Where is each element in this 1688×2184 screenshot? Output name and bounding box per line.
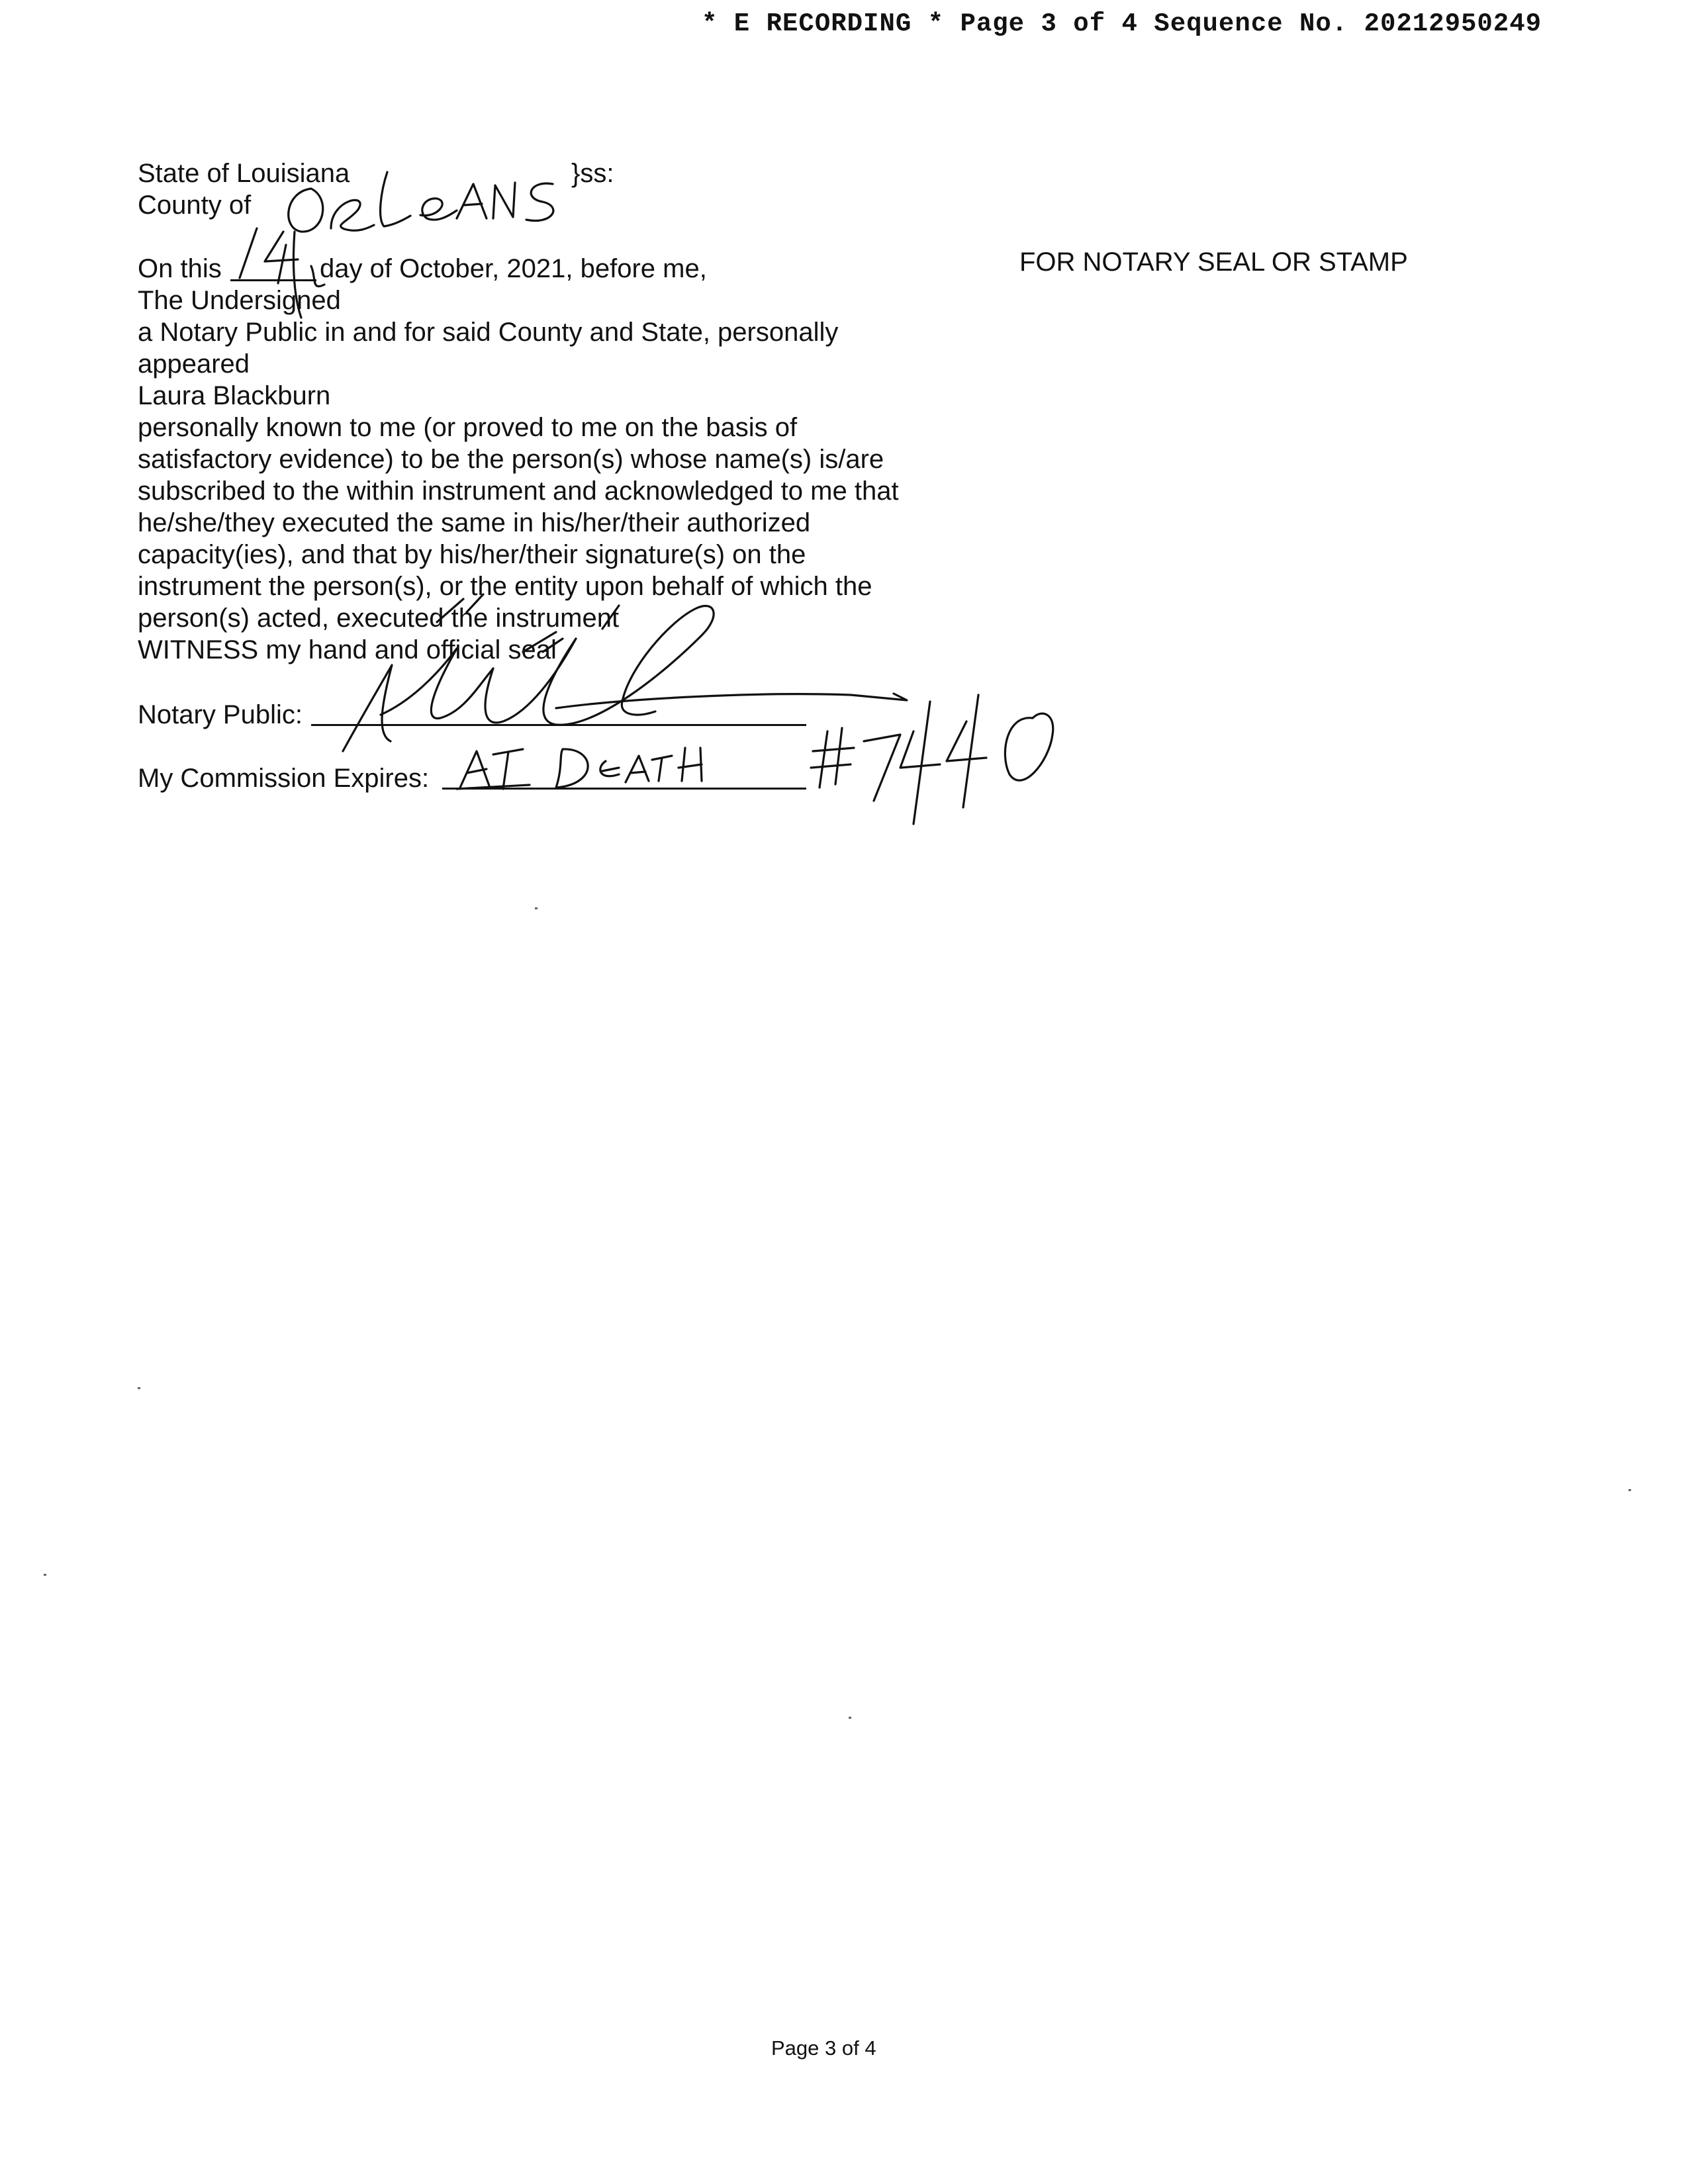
body-line-4: personally known to me (or proved to me on the basis of: [138, 413, 798, 442]
scan-speck: [849, 1717, 851, 1719]
notary-public-label: Notary Public:: [138, 700, 303, 729]
signer-name: Laura Blackburn: [138, 381, 331, 410]
commission-expires-label: My Commission Expires:: [138, 764, 430, 793]
page-footer: Page 3 of 4: [771, 2036, 876, 2060]
handwritten-county-orleans: [289, 172, 553, 318]
scan-speck: [138, 1387, 140, 1389]
body-line-8: capacity(ies), and that by his/her/their signature(s) on the: [138, 540, 806, 569]
recording-header: * E RECORDING * Page 3 of 4 Sequence No. 20212950249: [702, 9, 1542, 38]
body-line-10: person(s) acted, executed the instrument: [138, 604, 620, 633]
notary-seal-area-label: FOR NOTARY SEAL OR STAMP: [1019, 248, 1408, 277]
date-text: day of October, 2021, before me,: [320, 254, 707, 283]
scan-speck: [1628, 1489, 1631, 1491]
handwritten-commission-at-death: [457, 748, 702, 789]
body-line-7: he/she/they executed the same in his/her/their authorized: [138, 508, 811, 537]
notary-signature: [343, 606, 907, 751]
ss-marker: }ss:: [571, 159, 614, 188]
handwritten-strike-marks: [437, 594, 619, 652]
on-this-label: On this: [138, 254, 222, 283]
body-line-2: appeared: [138, 349, 250, 379]
body-line-1: a Notary Public in and for said County and State, personally: [138, 318, 839, 347]
body-line-5: satisfactory evidence) to be the person(s) whose name(s) is/are: [138, 445, 884, 474]
handwritten-notary-number: [811, 695, 1053, 824]
scan-speck: [535, 907, 538, 909]
handwritten-day-14: [240, 228, 324, 287]
state-line: State of Louisiana: [138, 159, 350, 188]
officer-name: The Undersigned: [138, 286, 341, 315]
body-line-6: subscribed to the within instrument and acknowledged to me that: [138, 477, 899, 506]
witness-line: WITNESS my hand and official seal: [138, 635, 557, 664]
county-label: County of: [138, 191, 252, 220]
scan-speck: [44, 1574, 46, 1576]
body-line-9: instrument the person(s), or the entity upon behalf of which the: [138, 572, 872, 601]
